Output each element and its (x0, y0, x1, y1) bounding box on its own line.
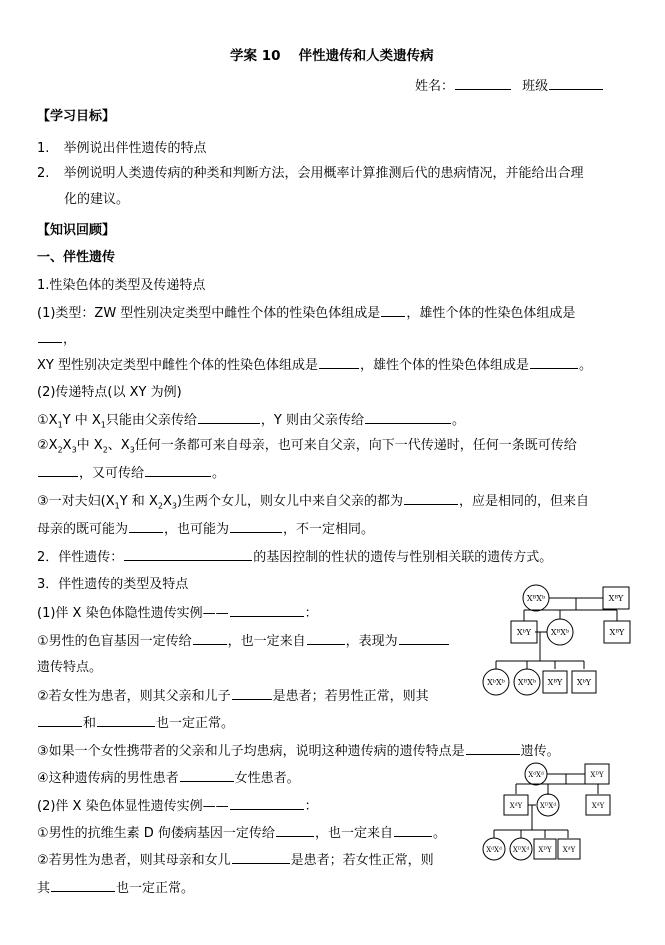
paragraph-transmission: (2)传递特点(以 XY 为例) (37, 385, 182, 400)
name-class-line (415, 77, 604, 96)
blank[interactable] (38, 464, 78, 477)
blank[interactable] (230, 604, 304, 617)
subheading-2: 2．伴性遗传： 的基因控制的性状的遗传与性别相关联的遗传方式。 (37, 550, 553, 565)
genotype-label: XᴰY (590, 771, 604, 779)
dominant-2-cont: 其 也一定正常。 (37, 881, 195, 896)
recessive-3: ③如果一个女性携带者的父亲和儿子均患病，说明这种遗传病的遗传特点是 遗传。 (37, 744, 560, 759)
blank[interactable] (97, 714, 155, 727)
blank[interactable] (124, 548, 252, 561)
class-label: 班级 (522, 79, 549, 94)
section-heading: 一、伴性遗传 (37, 250, 116, 265)
genotype-label: XᴰY (538, 846, 552, 854)
genotype-label: XᴮXᵇ (517, 678, 537, 687)
blank[interactable] (145, 464, 211, 477)
blank[interactable] (399, 632, 449, 645)
genotype-label: XᴮXᵇ (550, 628, 570, 637)
blank[interactable] (230, 797, 304, 810)
blank[interactable] (276, 824, 314, 837)
blank[interactable] (51, 879, 115, 892)
review-heading: 【知识回顾】 (37, 223, 116, 238)
class-blank[interactable] (549, 77, 603, 90)
blank[interactable] (307, 632, 345, 645)
name-label: 姓名： (415, 79, 455, 94)
blank[interactable] (232, 851, 290, 864)
recessive-heading: (1)伴 X 染色体隐性遗传实例—— ： (37, 606, 318, 621)
genotype-label: XᴮXᵇ (526, 594, 546, 603)
objective-text: 举例说明人类遗传病的种类和判断方法，会用概率计算推测后代的患病情况，并能给出合理 (63, 166, 584, 181)
blank[interactable] (38, 714, 82, 727)
blank[interactable] (193, 632, 227, 645)
blank[interactable] (404, 492, 458, 505)
genotype-label: XᵇXᵇ (487, 678, 505, 687)
blank[interactable] (198, 411, 260, 424)
objective-num: 1. (37, 141, 50, 156)
blank[interactable] (394, 824, 432, 837)
dominant-heading: (2)伴 X 染色体显性遗传实例—— ： (37, 799, 318, 814)
genotype-label: XᵈY (562, 846, 576, 854)
genotype-label: XᴰXᵈ (539, 802, 557, 810)
circle-item-3-cont: 母亲的既可能为 ，也可能为 ，不一定相同。 (37, 522, 375, 537)
name-blank[interactable] (455, 77, 511, 90)
genotype-label: XᴮY (609, 628, 625, 637)
blank[interactable] (365, 411, 451, 424)
subheading: 1.性染色体的类型及传递特点 (37, 278, 206, 293)
recessive-4: ④这种遗传病的男性患者 女性患者。 (37, 771, 300, 786)
objective-num: 2. (37, 166, 50, 181)
blank[interactable] (319, 356, 359, 369)
paragraph-types-cont: ， (37, 330, 76, 349)
recessive-2: ②若女性为患者，则其父亲和儿子 是患者；若男性正常，则其 (37, 689, 429, 704)
objective-text: 举例说出伴性遗传的特点 (63, 141, 207, 156)
pedigree-recessive (480, 583, 640, 698)
blank[interactable] (180, 769, 234, 782)
circle-item-2: $②X_2X_3$中 $X_2$、$X_3$任何一条都可来自母亲，也可来自父亲，向下一代传递时，任何一条既可传给 (37, 438, 577, 455)
blank[interactable] (129, 520, 163, 533)
pedigree-dominant (480, 762, 620, 862)
objective-item (37, 165, 584, 183)
page-title: 学案 10 伴性遗传和人类遗传病 (230, 48, 434, 64)
circle-item-3: ③一对夫妇($X_1Y$ 和 $X_2X_3$)生两个女儿，则女儿中来自父亲的都为 ，应是相同的，但来自 (37, 494, 590, 511)
blank[interactable] (381, 304, 405, 317)
genotype-label: XᵈXᵈ (486, 846, 502, 854)
objectives-heading: 【学习目标】 (37, 109, 116, 124)
subheading-3: 3．伴性遗传的类型及特点 (37, 577, 189, 592)
blank[interactable] (466, 742, 520, 755)
objective-cont: 化的建议。 (64, 192, 130, 207)
objective-item (37, 140, 207, 158)
paragraph-xy: XY 型性别决定类型中雌性个体的性染色体组成是 ，雄性个体的性染色体组成是 。 (37, 358, 593, 373)
recessive-2-cont: 和 也一定正常。 (37, 714, 234, 733)
genotype-label: XᴰXᵈ (512, 846, 530, 854)
blank[interactable] (232, 687, 272, 700)
dominant-1: ①男性的抗维生素 D 佝偻病基因一定传给 ，也一定来自 。 (37, 826, 446, 841)
circle-item-2-cont: ，又可传给 。 (37, 464, 225, 483)
genotype-label: XᵈY (591, 802, 605, 810)
circle-item-1: $①X_1Y$ 中 $X_1$只能由父亲传给 ，Y 则由父亲传给 。 (37, 413, 465, 430)
recessive-1-cont: 遗传特点。 (37, 660, 103, 675)
genotype-label: XᵇY (516, 628, 532, 637)
blank[interactable] (38, 330, 62, 343)
genotype-label: XᵇY (576, 678, 592, 687)
blank[interactable] (230, 520, 282, 533)
genotype-label: XᴮY (608, 594, 624, 603)
blank[interactable] (530, 356, 578, 369)
genotype-label: XᵈY (509, 802, 523, 810)
paragraph-types: (1)类型：ZW 型性别决定类型中雌性个体的性染色体组成是 ，雄性个体的性染色体组成是 (37, 306, 576, 321)
genotype-label: XᴮY (547, 678, 563, 687)
recessive-1: ①男性的色盲基因一定传给 ，也一定来自 ，表现为 (37, 632, 450, 651)
dominant-2: ②若男性为患者，则其母亲和女儿 是患者；若女性正常，则 (37, 853, 434, 868)
genotype-label: XᵈXᵈ (528, 771, 544, 779)
